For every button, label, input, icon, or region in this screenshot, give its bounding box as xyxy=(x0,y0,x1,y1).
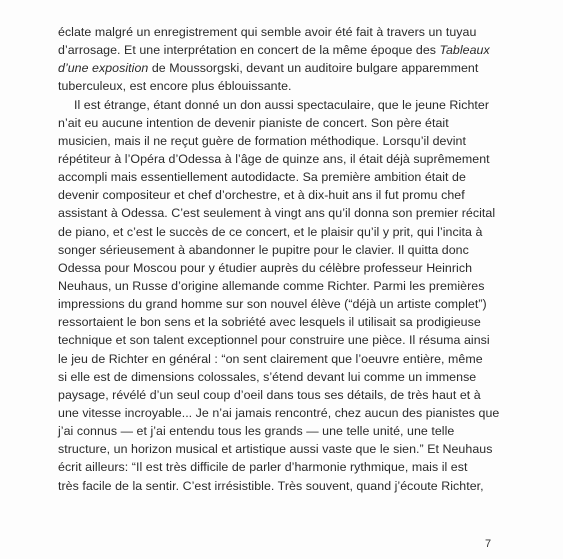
paragraph-1-line xyxy=(58,41,510,59)
paragraph-2-line: ressortaient le bon sens et la sobriété avec lesquels il utilisait sa prodigieuse xyxy=(58,315,481,330)
paragraph-2-line: une vitesse incroyable... Je n’ai jamais rencontré, chez aucun des pianistes que xyxy=(58,405,500,420)
paragraph-2-line: écrit ailleurs: “Il est très difficile de parler d’harmonie rythmique, mais il est xyxy=(58,460,468,475)
page-number: 7 xyxy=(485,538,492,550)
paragraph-2-line: Neuhaus, un Russe d’origine allemande comme Richter. Parmi les premières xyxy=(58,278,485,293)
paragraph-2-line: assistant à Odessa. C’est seulement à vingt ans qu’il donna son premier récital xyxy=(58,206,496,221)
book-title-italic: Tableaux xyxy=(439,43,490,58)
paragraph-2-line: devenir compositeur et chef d’orchestre, et à dix-huit ans il fut promu chef xyxy=(58,188,465,203)
paragraph-2-line: musicien, mais il ne reçut guère de formation méthodique. Lorsqu’il devint xyxy=(58,133,466,148)
line-text: tuberculeux, est encore plus éblouissante. xyxy=(58,79,292,94)
paragraph-1-line xyxy=(58,59,510,77)
paragraph-2-line: j’ai connus — et j’ai entendu tous les grands — une telle unité, une telle xyxy=(58,424,455,439)
paragraph-2-line: répétiteur à l’Opéra d’Odessa à l’âge de quinze ans, il était déjà suprêmement xyxy=(58,151,490,166)
paragraph-2-line: impressions du grand homme sur son nouvel élève (“déjà un artiste complet”) xyxy=(58,297,487,312)
paragraph-2-line: technique et son talent exceptionnel pour construire une pièce. Il résuma ainsi xyxy=(58,333,490,348)
paragraph-2-line: le jeu de Richter en général : “on sent clairement que l’oeuvre entière, même xyxy=(58,351,483,366)
paragraph-2-line: structure, un horizon musical et artistique aussi vaste que le sien.” Et Neuhaus xyxy=(58,442,493,457)
body-text xyxy=(58,23,510,495)
paragraph-2-line: accompli mais essentiellement autodidacte. Sa première ambition était de xyxy=(58,170,466,185)
book-title-italic: d’une exposition xyxy=(58,61,149,76)
line-text: de Moussorgski, devant un auditoire bulgare apparemment xyxy=(148,61,479,76)
paragraph-2-line: si elle est de dimensions colossales, s’étend devant lui comme un immense xyxy=(58,369,477,384)
paragraph-1-line xyxy=(58,77,510,95)
paragraph-2-line: très facile de la sentir. C’est irrésistible. Très souvent, quand j’écoute Richter, xyxy=(58,478,484,493)
paragraph-2-line: paysage, révélé d’un seul coup d’oeil dans tous ses détails, de très haut et à xyxy=(58,387,481,402)
paragraph-2-line: de piano, et c’est le succès de ce concert, et le plaisir qu’il y prit, qui l’incita à xyxy=(58,224,483,239)
paragraph-2-line: songer sérieusement à abandonner le pupitre pour le clavier. Il quitta donc xyxy=(58,242,469,257)
line-text: d’arrosage. Et une interprétation en concert de la même époque des xyxy=(58,43,440,58)
paragraph-2-line: n’ait eu aucune intention de devenir pianiste de concert. Son père était xyxy=(58,115,449,130)
line-text: éclate malgré un enregistrement qui semble avoir été fait à travers un tuyau xyxy=(58,25,477,39)
paragraph-1-line xyxy=(58,23,510,41)
paragraph-2-line: Odessa pour Moscou pour y étudier auprès du célèbre professeur Heinrich xyxy=(58,260,473,275)
paragraph-2-line: Il est étrange, étant donné un don aussi spectaculaire, que le jeune Richter xyxy=(74,97,490,112)
